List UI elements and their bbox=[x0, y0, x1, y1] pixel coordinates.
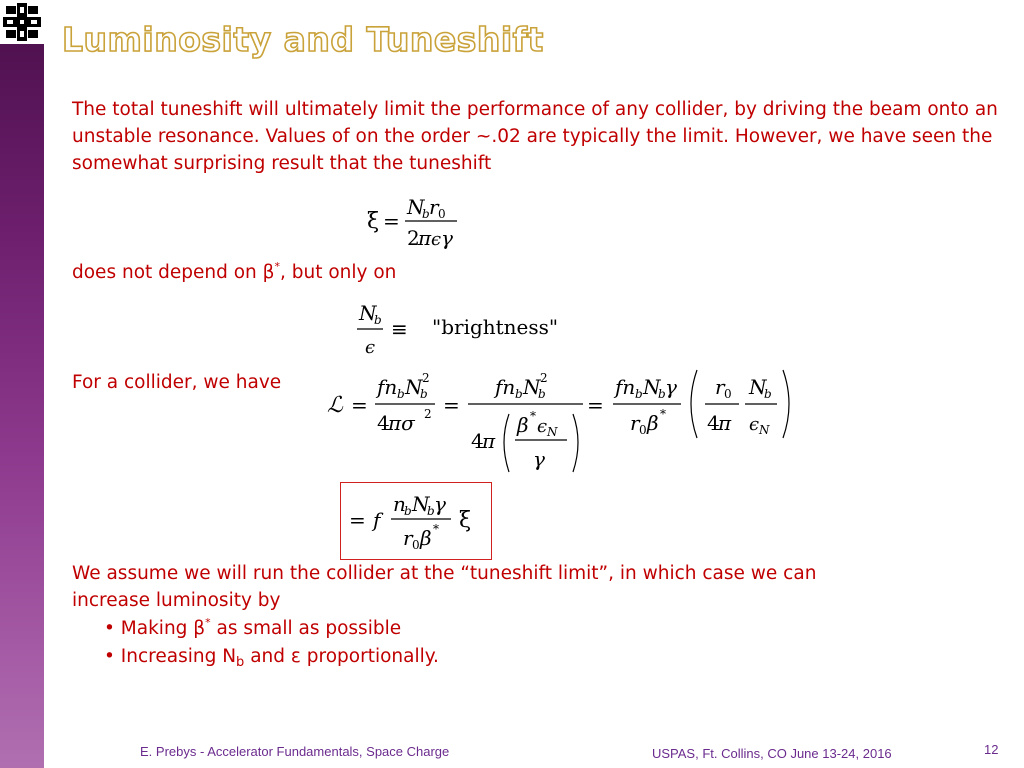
svg-text:b: b bbox=[374, 313, 382, 327]
svg-text:N: N bbox=[547, 425, 558, 439]
depend-sup: * bbox=[274, 260, 280, 273]
svg-text:≡: ≡ bbox=[391, 317, 408, 341]
svg-text:N: N bbox=[359, 301, 377, 325]
tuneshift-equation bbox=[365, 190, 475, 256]
svg-text:b: b bbox=[427, 504, 435, 518]
svg-text:b: b bbox=[658, 387, 666, 401]
svg-text:b: b bbox=[404, 504, 412, 518]
svg-text:r: r bbox=[403, 526, 413, 550]
svg-text:β: β bbox=[647, 411, 659, 435]
svg-text:ϵ: ϵ bbox=[431, 229, 442, 250]
svg-text:γ: γ bbox=[665, 375, 677, 399]
svg-text:b: b bbox=[635, 387, 643, 401]
depend-line bbox=[72, 262, 396, 283]
luminosity-equation bbox=[325, 362, 800, 486]
svg-text:fn: fn bbox=[615, 375, 636, 399]
bullet1-pre: Making β bbox=[120, 618, 206, 639]
svg-text:N: N bbox=[759, 423, 770, 437]
svg-text:r: r bbox=[429, 195, 439, 219]
svg-text:0: 0 bbox=[412, 538, 420, 552]
svg-text:=: = bbox=[349, 508, 366, 532]
svg-text:4: 4 bbox=[471, 429, 484, 453]
svg-text:π: π bbox=[718, 411, 732, 435]
brightness-equation bbox=[355, 298, 435, 364]
svg-text:b: b bbox=[422, 207, 430, 221]
svg-text:β: β bbox=[517, 413, 529, 437]
depend-post: , but only on bbox=[279, 262, 397, 283]
svg-text:*: * bbox=[433, 522, 439, 536]
bullet2-sub: b bbox=[236, 655, 245, 670]
footer-left: E. Prebys - Accelerator Fundamentals, Space Charge bbox=[140, 744, 450, 759]
depend-pre: does not depend on β bbox=[72, 262, 275, 283]
svg-text:r: r bbox=[630, 411, 640, 435]
bullet1-post: as small as possible bbox=[210, 618, 402, 639]
svg-text:b: b bbox=[538, 387, 546, 401]
svg-text:=: = bbox=[351, 393, 368, 417]
svg-text:2: 2 bbox=[407, 226, 420, 250]
svg-text:2: 2 bbox=[540, 371, 548, 385]
svg-text:n: n bbox=[393, 492, 406, 516]
svg-text:b: b bbox=[397, 387, 405, 401]
result-box bbox=[340, 482, 492, 560]
bullet2-post: and ε proportionally. bbox=[244, 646, 439, 667]
svg-text:ϵ: ϵ bbox=[365, 337, 376, 358]
intro-paragraph: The total tuneshift will ultimately limit the performance of any collider, by driving the beam onto an unstable resonance. Values of on the order ~.02 are typically the limit. However, we have seen the somewhat surprising result that the tuneshift bbox=[72, 99, 998, 174]
svg-text:*: * bbox=[660, 407, 666, 421]
svg-text:f: f bbox=[373, 508, 381, 532]
svg-text:b: b bbox=[764, 387, 772, 401]
svg-text:γ: γ bbox=[434, 492, 446, 516]
svg-text:0: 0 bbox=[724, 387, 732, 401]
svg-text:N: N bbox=[643, 375, 661, 399]
svg-text:fn: fn bbox=[377, 375, 398, 399]
svg-text:N: N bbox=[407, 195, 425, 219]
bullet-list bbox=[104, 615, 439, 671]
footer-right: USPAS, Ft. Collins, CO June 13-24, 2016 bbox=[652, 746, 892, 761]
svg-text:4: 4 bbox=[707, 411, 720, 435]
svg-text:=: = bbox=[383, 209, 400, 233]
bullet1-sup: * bbox=[205, 616, 211, 629]
svg-text:π: π bbox=[482, 429, 496, 453]
svg-text:ℒ: ℒ bbox=[327, 393, 343, 418]
brightness-label: "brightness" bbox=[432, 315, 559, 339]
svg-text:4: 4 bbox=[377, 411, 390, 435]
svg-text:0: 0 bbox=[639, 423, 647, 437]
svg-text:ϵ: ϵ bbox=[537, 416, 548, 437]
svg-text:N: N bbox=[405, 375, 423, 399]
svg-text:N: N bbox=[523, 375, 541, 399]
svg-text:N: N bbox=[412, 492, 430, 516]
svg-text:fn: fn bbox=[495, 375, 516, 399]
svg-text:r: r bbox=[715, 375, 725, 399]
svg-text:πσ: πσ bbox=[388, 411, 415, 435]
svg-text:2: 2 bbox=[424, 407, 432, 421]
svg-text:γ: γ bbox=[533, 447, 545, 471]
bullet2-pre: Increasing N bbox=[120, 646, 237, 667]
svg-text:γ: γ bbox=[441, 226, 453, 250]
svg-text:0: 0 bbox=[438, 207, 446, 221]
svg-text:2: 2 bbox=[422, 371, 430, 385]
slide-title: Luminosity and Tuneshift bbox=[62, 20, 544, 59]
assume-line-1: We assume we will run the collider at the “tuneshift limit”, in which case we can bbox=[72, 563, 817, 584]
svg-text:b: b bbox=[420, 387, 428, 401]
svg-text:N: N bbox=[749, 375, 767, 399]
svg-text:ξ: ξ bbox=[367, 209, 380, 234]
svg-text:=: = bbox=[443, 393, 460, 417]
fermilab-logo-icon bbox=[0, 0, 44, 44]
collider-line: For a collider, we have bbox=[72, 372, 282, 393]
assume-line-2: increase luminosity by bbox=[72, 590, 281, 611]
svg-text:ξ: ξ bbox=[459, 508, 472, 533]
sidebar-bar bbox=[0, 0, 44, 768]
svg-text:=: = bbox=[587, 393, 604, 417]
svg-text:π: π bbox=[418, 226, 432, 250]
bullet-item-2: • Increasing $N_b$ and ε proportionally. bbox=[104, 646, 439, 670]
svg-text:ϵ: ϵ bbox=[749, 414, 760, 435]
page-number: 12 bbox=[984, 742, 999, 757]
svg-text:*: * bbox=[530, 409, 536, 423]
svg-text:β: β bbox=[420, 526, 432, 550]
bullet-item-1: • Making β* as small as possible bbox=[104, 616, 402, 639]
svg-text:b: b bbox=[515, 387, 523, 401]
